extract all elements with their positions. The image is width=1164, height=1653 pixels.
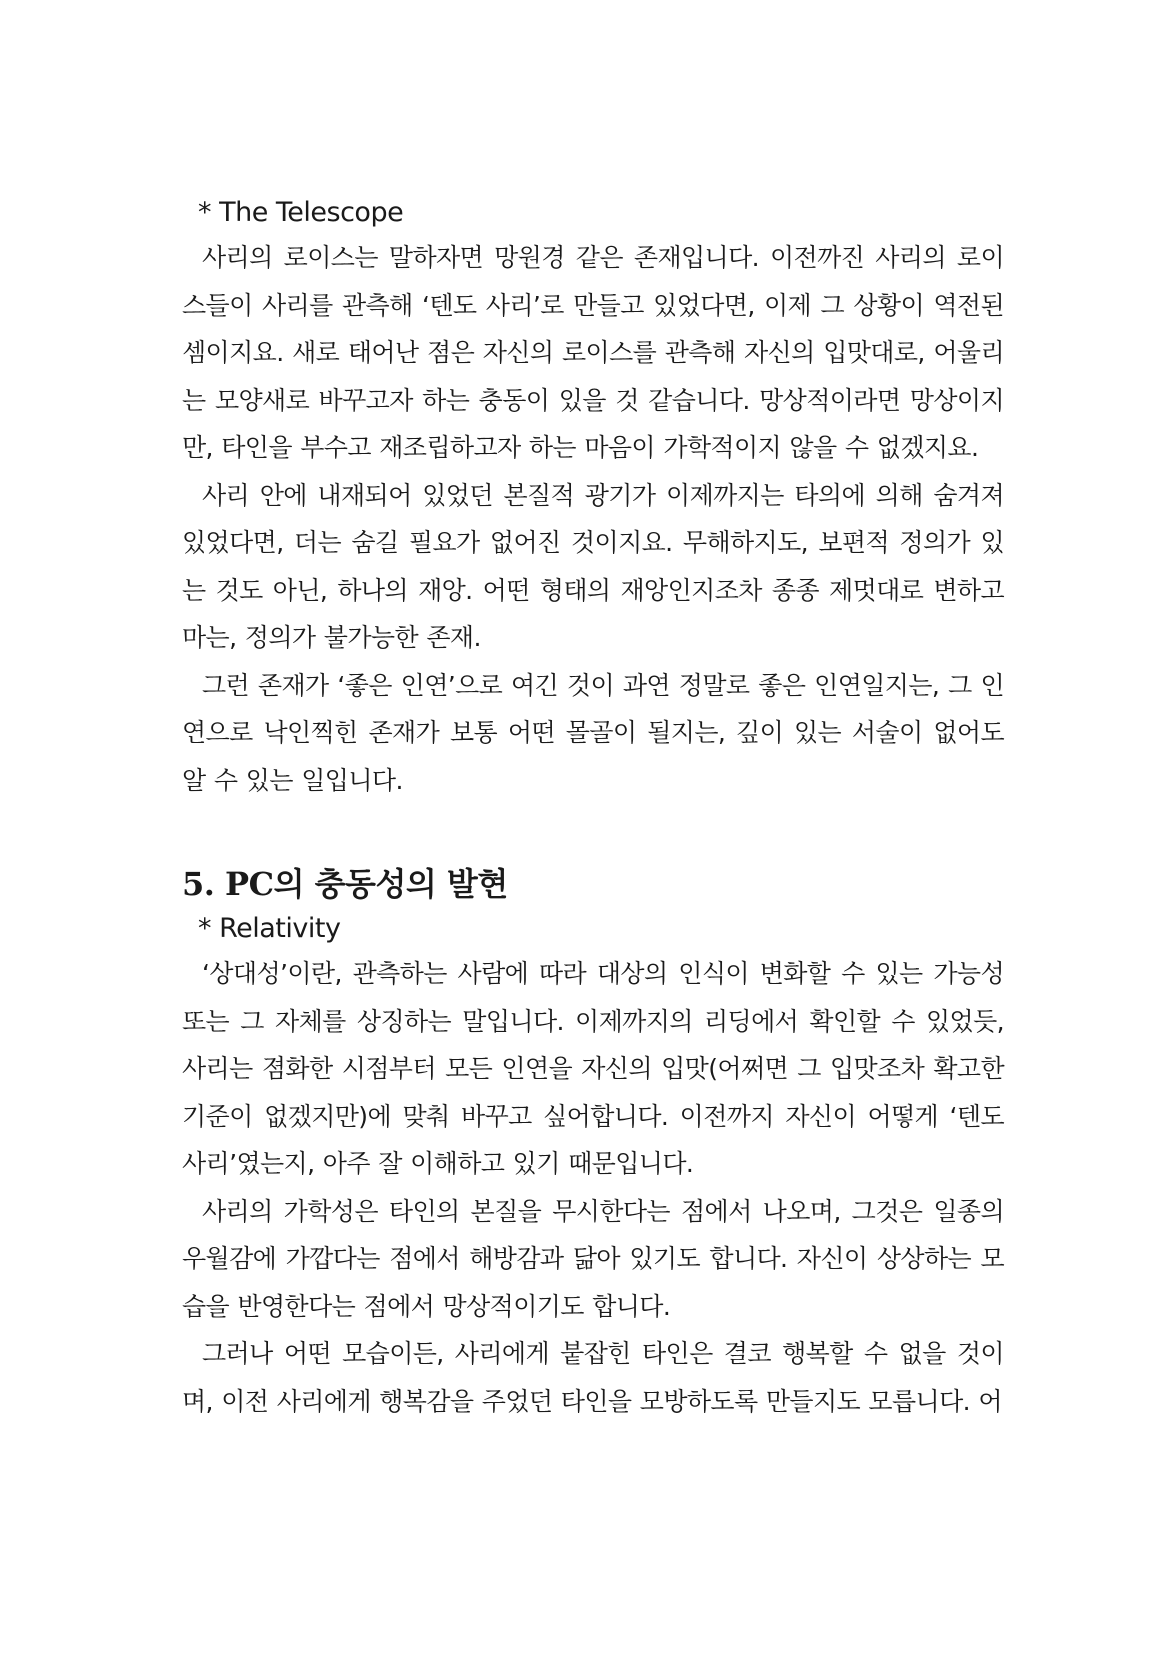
subheading-telescope: * The Telescope <box>198 197 404 228</box>
paragraph-telescope-2: 사리 안에 내재되어 있었던 본질적 광기가 이제까지는 타의에 의해 숨겨져 있었다면, 더는 숨길 필요가 없어진 것이지요. 무해하지도, 보편적 정의가 있는 것도 아닌, 하나의 재앙. 어떤 형태의 재앙인지조차 종종 제멋대로 변하고 마는, 정의가 불가능한 존재. <box>182 480 1004 652</box>
subheading-relativity: * Relativity <box>198 913 341 944</box>
paragraph-telescope-3: 그런 존재가 ‘좋은 인연’으로 여긴 것이 과연 정말로 좋은 인연일지는, 그 인연으로 낙인찍힌 존재가 보통 어떤 몰골이 될지는, 깊이 있는 서술이 없어도 알 수 있는 일입니다. <box>182 670 1004 795</box>
page-body <box>182 192 1004 1425</box>
paragraph-relativity-1: ‘상대성’이란, 관측하는 사람에 따라 대상의 인식이 변화할 수 있는 가능성 또는 그 자체를 상징하는 말입니다. 이제까지의 리딩에서 확인할 수 있었듯, 사리는 졈화한 시점부터 모든 인연을 자신의 입맛(어쩌면 그 입맛조차 확고한 기준이 없겠지만)에 맞춰 바꾸고 싶어합니다. 이전까지 자신이 어떻게 ‘텐도 사리’였는지, 아주 잘 이해하고 있기 때문입니다. <box>182 959 1004 1178</box>
section-heading-5: 5. PC의 충동성의 발현 <box>182 865 508 903</box>
paragraph-relativity-3: 그러나 어떤 모습이든, 사리에게 붙잡힌 타인은 결코 행복할 수 없을 것이며, 이전 사리에게 행복감을 주었던 타인을 모방하도록 만들지도 모릅니다. 어 <box>182 1339 1004 1416</box>
paragraph-relativity-2: 사리의 가학성은 타인의 본질을 무시한다는 점에서 나오며, 그것은 일종의 우월감에 가깝다는 점에서 해방감과 닮아 있기도 합니다. 자신이 상상하는 모습을 반영한다는 점에서 망상적이기도 합니다. <box>182 1196 1004 1321</box>
paragraph-telescope-1: 사리의 로이스는 말하자면 망원경 같은 존재입니다. 이전까진 사리의 로이스들이 사리를 관측해 ‘텐도 사리’로 만들고 있었다면, 이제 그 상황이 역전된 셈이지요. 새로 태어난 졈은 자신의 로이스를 관측해 자신의 입맛대로, 어울리는 모양새로 바꾸고자 하는 충동이 있을 것 같습니다. 망상적이라면 망상이지만, 타인을 부수고 재조립하고자 하는 마음이 가학적이지 않을 수 없겠지요. <box>182 243 1004 462</box>
